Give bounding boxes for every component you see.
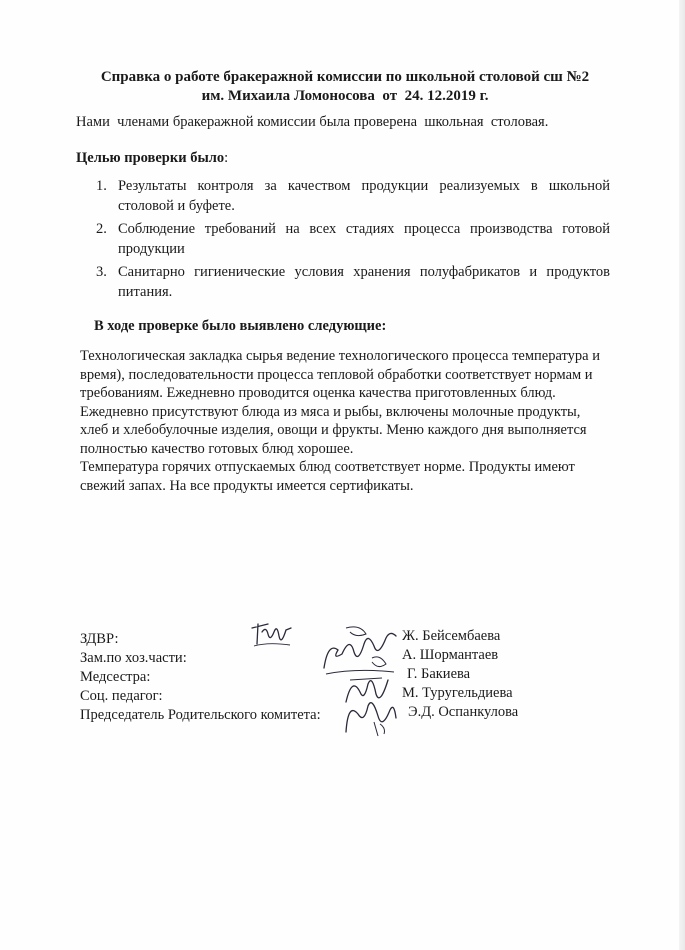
goal-item bbox=[96, 219, 610, 259]
signatory-names bbox=[402, 627, 518, 722]
title-line-2: им. Михаила Ломоносова от 24. 12.2019 г. bbox=[201, 88, 489, 104]
role-label: Председатель Родительского комитета: bbox=[80, 707, 321, 723]
role-label: Медсестра: bbox=[80, 669, 151, 685]
goals-list bbox=[96, 176, 610, 305]
signature-zdvr bbox=[248, 618, 294, 652]
goal-text: Санитарно гигиенические условия хранения полуфабрикатов и продуктов питания. bbox=[118, 264, 610, 300]
goal-heading bbox=[76, 150, 228, 167]
role-label: Зам.по хоз.части: bbox=[80, 650, 187, 666]
goal-text: Соблюдение требований на всех стадиях процесса производства готовой продукции bbox=[118, 221, 610, 257]
title-line-1: Справка о работе бракеражной комиссии по школьной столовой сш №2 bbox=[100, 69, 590, 85]
findings-heading: В ходе проверке было выявлено следующие: bbox=[94, 318, 387, 334]
document-title bbox=[60, 68, 630, 106]
signature-chairman bbox=[340, 692, 400, 738]
scan-edge bbox=[679, 0, 685, 950]
goal-item bbox=[96, 176, 610, 216]
signature-block bbox=[80, 630, 580, 740]
goal-heading-text: Целью проверки было bbox=[76, 150, 225, 166]
goal-text: Результаты контроля за качеством продукции реализуемых в школьной столовой и буфете. bbox=[118, 178, 610, 214]
role-label: ЗДВР: bbox=[80, 631, 119, 647]
findings-paragraph: Технологическая закладка сырья ведение технологического процесса температура и время), последовательности процесса тепловой обработки соответствует нормам и требованиям. Ежедневно проводится оценка качества приготовленных блюд. bbox=[80, 348, 601, 401]
goal-number: 3. bbox=[96, 264, 107, 280]
signatory-name: А. Шормантаев bbox=[402, 647, 499, 663]
role-label: Соц. педагог: bbox=[80, 688, 163, 704]
goal-number: 2. bbox=[96, 221, 107, 237]
findings-body bbox=[80, 347, 600, 495]
signatory-name: Э.Д. Оспанкулова bbox=[408, 704, 519, 720]
goal-heading-colon: : bbox=[224, 150, 229, 166]
goal-number: 1. bbox=[96, 178, 107, 194]
goal-item bbox=[96, 262, 610, 302]
signatory-name: Г. Бакиева bbox=[407, 666, 471, 682]
findings-paragraph: Температура горячих отпускаемых блюд соответствует норме. Продукты имеют свежий запах. На все продукты имеется сертификаты. bbox=[80, 459, 575, 494]
signatory-name: М. Туругельдиева bbox=[402, 685, 513, 701]
intro-paragraph: Нами членами бракеражной комиссии была проверена школьная столовая. bbox=[76, 114, 549, 130]
signatory-name: Ж. Бейсембаева bbox=[402, 628, 501, 644]
findings-paragraph: Ежедневно присутствуют блюда из мяса и рыбы, включены молочные продукты, хлеб и хлебобулочные изделия, овощи и фрукты. Меню каждого дня выполняется полностью качество готовых блюд хорошее. bbox=[80, 403, 587, 457]
